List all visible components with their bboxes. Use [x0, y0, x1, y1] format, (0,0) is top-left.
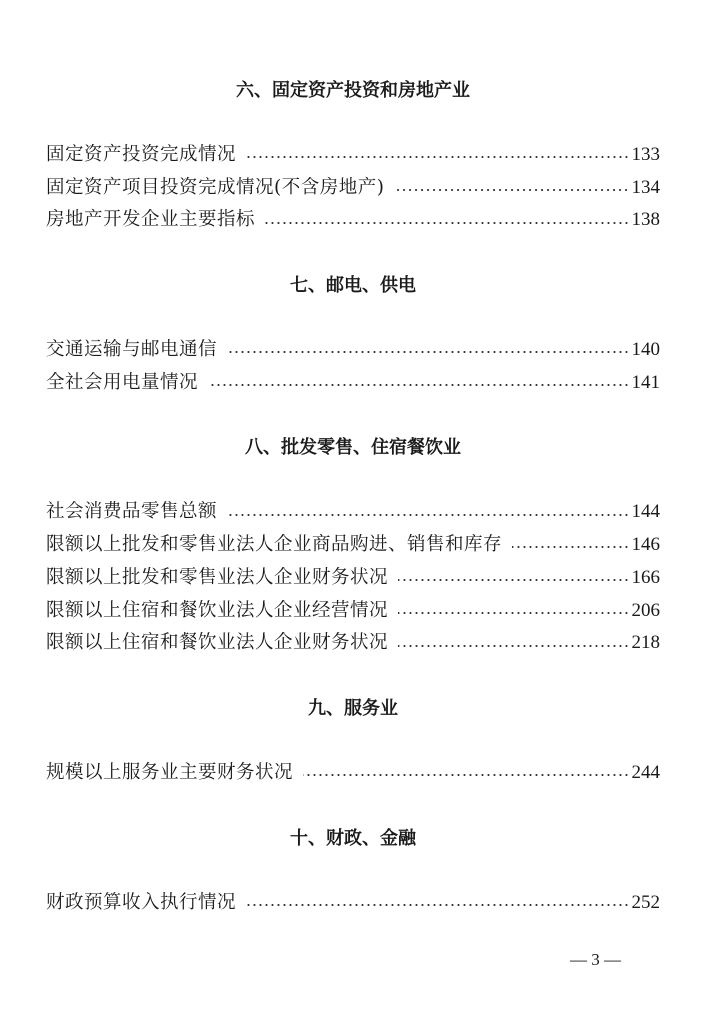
toc-entry[interactable]	[46, 204, 660, 237]
toc-entry[interactable]	[46, 887, 660, 920]
entry-page: 140	[631, 339, 660, 361]
dot-leader	[398, 578, 629, 582]
entry-page: 218	[631, 632, 660, 654]
toc-entry[interactable]	[46, 367, 660, 400]
entry-title: 规模以上服务业主要财务状况	[46, 761, 294, 783]
toc-entry[interactable]	[46, 496, 660, 529]
section-heading: 六、固定资产投资和房地产业	[236, 80, 470, 101]
dot-leader	[394, 188, 629, 192]
dot-leader	[208, 383, 629, 387]
dot-leader	[227, 350, 629, 354]
entry-title: 限额以上批发和零售业法人企业财务状况	[46, 566, 389, 588]
dot-leader	[512, 545, 629, 549]
section-heading: 八、批发零售、住宿餐饮业	[245, 437, 461, 459]
entry-page: 252	[631, 891, 660, 913]
toc-entry[interactable]	[46, 334, 660, 367]
entry-page: 206	[631, 599, 660, 621]
entry-title: 交通运输与邮电通信	[46, 339, 218, 361]
dot-leader	[227, 513, 629, 517]
dot-leader	[398, 644, 629, 648]
entry-title: 社会消费品零售总额	[46, 501, 218, 523]
dot-leader	[246, 903, 629, 907]
dot-leader	[303, 773, 629, 777]
section-heading: 九、服务业	[308, 697, 398, 719]
entry-title: 固定资产投资完成情况	[46, 144, 237, 165]
entry-page: 166	[631, 566, 660, 588]
toc-entry[interactable]	[46, 172, 660, 205]
page-number: — 3 —	[570, 950, 621, 969]
section-heading: 十、财政、金融	[290, 827, 416, 849]
toc-entry[interactable]	[46, 757, 660, 790]
entry-title: 固定资产项目投资完成情况(不含房地产)	[46, 176, 385, 198]
entry-page: 146	[631, 534, 660, 556]
entry-page: 134	[631, 176, 660, 198]
toc-entry[interactable]	[46, 562, 660, 595]
entry-title: 限额以上住宿和餐饮业法人企业经营情况	[46, 599, 389, 621]
toc-entry[interactable]	[46, 627, 660, 660]
section-heading: 七、邮电、供电	[290, 275, 416, 297]
entry-page: 144	[631, 501, 660, 523]
toc-entry[interactable]	[46, 529, 660, 562]
dot-leader	[246, 155, 629, 159]
entry-title: 全社会用电量情况	[46, 371, 199, 393]
table-of-contents	[46, 74, 660, 919]
toc-entry[interactable]	[46, 595, 660, 628]
entry-title: 限额以上批发和零售业法人企业商品购进、销售和库存	[46, 534, 503, 556]
entry-title: 限额以上住宿和餐饮业法人企业财务状况	[46, 632, 389, 654]
dot-leader	[398, 611, 629, 615]
entry-page: 141	[631, 371, 660, 393]
entry-page: 133	[631, 144, 660, 165]
entry-title: 房地产开发企业主要指标	[46, 209, 256, 231]
entry-title: 财政预算收入执行情况	[46, 891, 237, 913]
entry-page: 244	[631, 761, 660, 783]
dot-leader	[265, 221, 629, 225]
toc-entry[interactable]	[46, 139, 660, 172]
entry-page: 138	[631, 209, 660, 231]
